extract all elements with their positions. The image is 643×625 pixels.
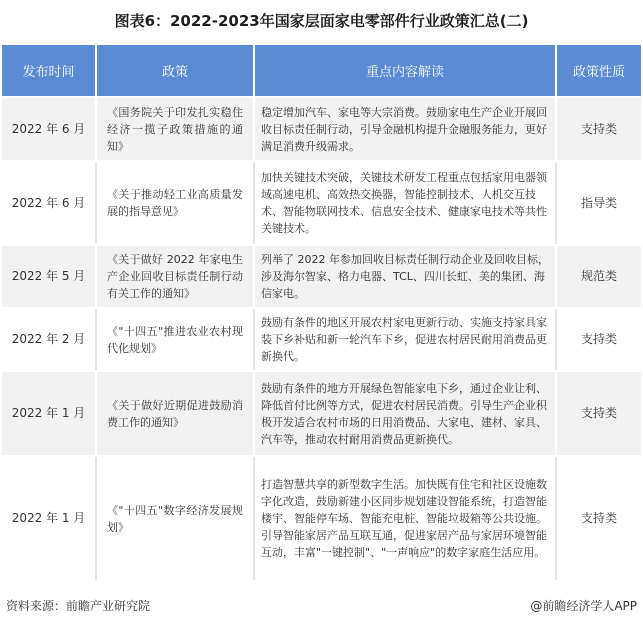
cell-policy: 《关于推动轻工业高质量发展的指导意见》 — [96, 161, 254, 245]
cell-content: 鼓励有条件的地方开展绿色智能家电下乡，通过企业让利、降低首付比例等方式，促进农村居民消费。引导生产企业积极开发适合农村市场的日用消费品、大家电、建材、家具、汽车等，推动农村耐用消费品更新换代。 — [254, 371, 556, 456]
cell-content: 稳定增加汽车、家电等大宗消费。鼓励家电生产企业开展回收目标责任制行动，引导金融机构提升金融服务能力，更好满足消费升级需求。 — [254, 97, 556, 161]
cell-nature: 支持类 — [556, 456, 641, 581]
cell-policy: 《"十四五"推进农业农村现代化规划》 — [96, 308, 254, 371]
cell-nature: 支持类 — [556, 97, 641, 161]
table-row — [2, 245, 641, 308]
table-header-row — [2, 45, 641, 97]
cell-policy: 《关于做好近期促进鼓励消费工作的通知》 — [96, 371, 254, 456]
cell-content: 鼓励有条件的地区开展农村家电更新行动、实施支持家具家装下乡补贴和新一轮汽车下乡，促进农村居民耐用消费品更新换代。 — [254, 308, 556, 371]
chart-title: 图表6：2022-2023年国家层面家电零部件行业政策汇总(二) — [114, 12, 529, 30]
cell-date: 2022 年 6 月 — [2, 97, 96, 161]
cell-content: 打造智慧共享的新型数字生活。加快既有住宅和社区设施数字化改造，鼓励新建小区同步规划建设智能系统，打造智能楼宇、智能停车场、智能充电桩、智能垃圾箱等公共设施。引导智能家居产品互联互通，促进家居产品与家居环境智能互动，丰富"一键控制"、"一声响应"的数字家庭生活应用。 — [254, 456, 556, 581]
table-row — [2, 161, 641, 245]
cell-nature: 支持类 — [556, 308, 641, 371]
header-content: 重点内容解读 — [254, 45, 556, 97]
header-policy: 政策 — [96, 45, 254, 97]
table-row — [2, 371, 641, 456]
table-row — [2, 456, 641, 581]
footer — [6, 597, 637, 617]
cell-date: 2022 年 1 月 — [2, 456, 96, 581]
cell-content: 加快关键技术突破，关键技术研发工程重点包括家用电器领域高速电机、高效热交换器，智能控制技术、人机交互技术、智能物联网技术、信息安全技术、健康家电技术等共性关键技术。 — [254, 161, 556, 245]
cell-date: 2022 年 5 月 — [2, 245, 96, 308]
cell-nature: 指导类 — [556, 161, 641, 245]
header-date: 发布时间 — [2, 45, 96, 97]
table-row — [2, 308, 641, 371]
source-note: 资料来源：前瞻产业研究院 — [6, 599, 151, 613]
header-nature: 政策性质 — [556, 45, 641, 97]
cell-date: 2022 年 2 月 — [2, 308, 96, 371]
cell-policy: 《关于做好 2022 年家电生产企业回收目标责任制行动有关工作的通知》 — [96, 245, 254, 308]
policy-table — [2, 45, 641, 582]
cell-date: 2022 年 1 月 — [2, 371, 96, 456]
cell-policy: 《国务院关于印发扎实稳住经济一揽子政策措施的通知》 — [96, 97, 254, 161]
table-row — [2, 97, 641, 161]
cell-content: 列举了 2022 年参加回收目标责任制行动企业及回收目标，涉及海尔智家、格力电器、TCL、四川长虹、美的集团、海信家电。 — [254, 245, 556, 308]
cell-nature: 支持类 — [556, 371, 641, 456]
cell-nature: 规范类 — [556, 245, 641, 308]
cell-date: 2022 年 6 月 — [2, 161, 96, 245]
brand-credit: @前瞻经济学人APP — [530, 599, 637, 613]
cell-policy: 《"十四五"数字经济发展规划》 — [96, 456, 254, 581]
